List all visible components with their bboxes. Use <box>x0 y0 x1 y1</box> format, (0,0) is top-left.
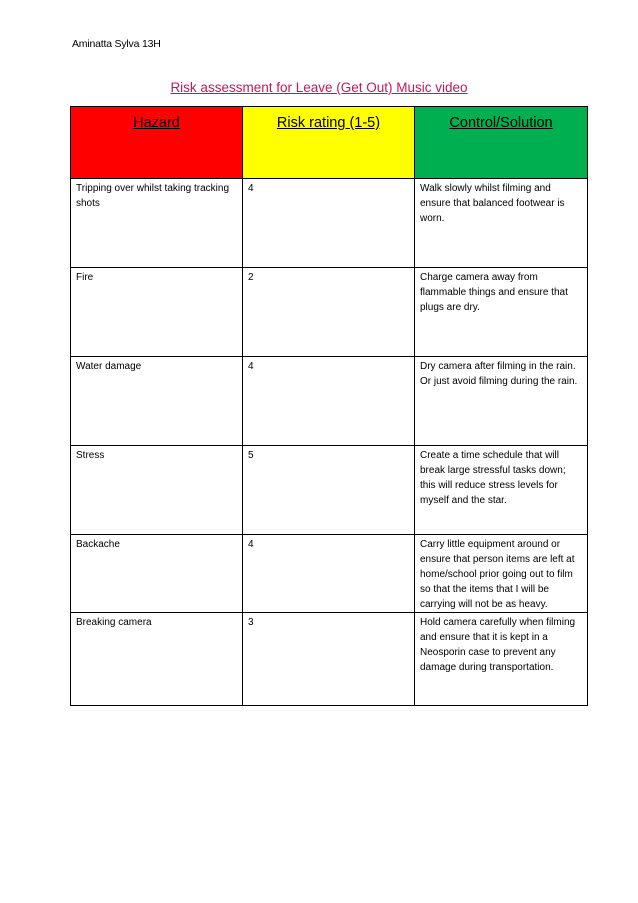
rating-cell: 4 <box>243 357 415 446</box>
hazard-cell: Stress <box>71 446 243 535</box>
rating-cell: 4 <box>243 535 415 613</box>
rating-cell: 5 <box>243 446 415 535</box>
table-row <box>71 268 588 357</box>
control-cell: Hold camera carefully when filming and ensure that it is kept in a Neosporin case to prevent any damage during transportation. <box>415 613 588 706</box>
table-header-row <box>71 107 588 179</box>
hazard-cell: Fire <box>71 268 243 357</box>
control-cell: Carry little equipment around or ensure that person items are left at home/school prior going out to film so that the items that I will be carrying will not be as heavy. <box>415 535 588 613</box>
hazard-cell: Backache <box>71 535 243 613</box>
document-title: Risk assessment for Leave (Get Out) Music video <box>170 80 468 95</box>
table-row <box>71 446 588 535</box>
control-cell: Walk slowly whilst filming and ensure that balanced footwear is worn. <box>415 179 588 268</box>
hazard-cell: Water damage <box>71 357 243 446</box>
table-row <box>71 535 588 613</box>
header-control-solution <box>415 107 588 179</box>
rating-cell: 4 <box>243 179 415 268</box>
header-hazard <box>71 107 243 179</box>
control-cell: Dry camera after filming in the rain. Or just avoid filming during the rain. <box>415 357 588 446</box>
control-cell: Charge camera away from flammable things and ensure that plugs are dry. <box>415 268 588 357</box>
risk-assessment-table <box>70 106 588 706</box>
table-row <box>71 613 588 706</box>
rating-cell: 3 <box>243 613 415 706</box>
author-name: Aminatta Sylva 13H <box>72 38 161 50</box>
header-risk-rating-label: Risk rating (1-5) <box>276 115 381 131</box>
table-row <box>71 179 588 268</box>
hazard-cell: Tripping over whilst taking tracking shots <box>71 179 243 268</box>
control-cell: Create a time schedule that will break large stressful tasks down; this will reduce stress levels for myself and the star. <box>415 446 588 535</box>
table-row <box>71 357 588 446</box>
rating-cell: 2 <box>243 268 415 357</box>
header-hazard-label: Hazard <box>133 115 180 131</box>
header-risk-rating <box>243 107 415 179</box>
hazard-cell: Breaking camera <box>71 613 243 706</box>
header-control-solution-label: Control/Solution <box>449 115 553 131</box>
